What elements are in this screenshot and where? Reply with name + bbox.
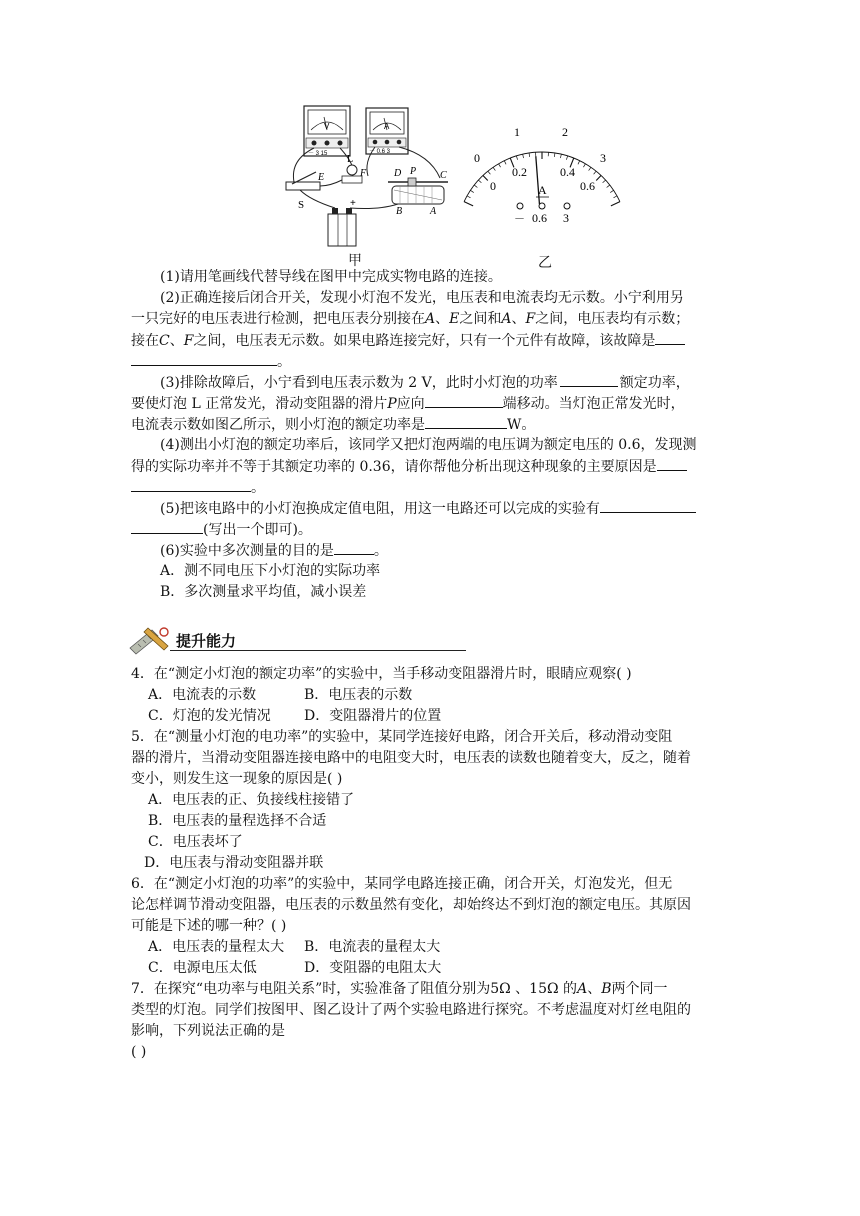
q3-sub6: (6)实验中多次测量的目的是 。 [160, 540, 388, 561]
dial-tick [610, 190, 613, 192]
dial-tick [566, 156, 567, 160]
dial-tick [611, 202, 620, 206]
section-title: 提升能力 [176, 632, 237, 650]
dial-tick [478, 180, 481, 183]
q5-stem-line3: 变小，则发生这一现象的原因是( ) [131, 771, 343, 787]
voltmeter-icon [304, 106, 350, 156]
ammeter-terminals: － 0.6 3 [369, 149, 391, 155]
switch-icon [286, 172, 320, 190]
point-C: C [440, 170, 447, 181]
answer-blank-fault-b[interactable] [131, 351, 277, 366]
dial-top-3: 3 [600, 151, 606, 165]
dial-tick [470, 190, 473, 192]
q3-sub2-line1: (2)正确连接后闭合开关，发现小灯泡不发光，电压表和电流表均无示数。小宁利用另 [160, 290, 684, 306]
answer-blank-slider-direction[interactable] [425, 393, 503, 408]
dial-tick [499, 164, 501, 167]
dial-bottom-1: 0.2 [512, 165, 527, 179]
point-B: B [396, 206, 403, 217]
dial-tick [488, 171, 491, 174]
dial-bottom-0: 0 [490, 179, 496, 193]
dial-tick [596, 175, 601, 180]
q3-sub4-line1: (4)测出小灯泡的额定功率后，该同学又把灯泡两端的电压调为额定电压的 0.6，发现测 [160, 437, 697, 453]
q3-sub3-line1: (3)排除故障后，小宁看到电压表示数为 2 V，此时小灯泡的功率 额定功率， [160, 372, 690, 393]
answer-blank-rated-power[interactable] [425, 414, 507, 429]
answer-blank-experiment-a[interactable] [600, 498, 696, 513]
q3-sub3-line3: 电流表示数如图乙所示，则小灯泡的额定功率是 W。 [131, 414, 535, 435]
dial-terminal-0-6: 0.6 [532, 211, 547, 225]
q5-stem-line1: 5．在“测量小灯泡的电功率”的实验中，某同学连接好电路，闭合开关后，移动滑动变阻 [131, 729, 673, 745]
voltmeter-label: V [324, 122, 330, 131]
q5-option-c[interactable]: C．电压表坏了 [148, 834, 243, 850]
dial-tick [583, 164, 585, 167]
dial-tick [578, 161, 580, 165]
point-E: E [318, 172, 325, 183]
answer-blank-reason-b[interactable] [131, 477, 251, 492]
dial-bottom-2: 0.4 [560, 165, 575, 179]
q3-sub3-line2: 要使灯泡 L 正常发光，滑动变阻器的滑片P应向 端移动。当灯泡正常发光时， [131, 393, 685, 414]
dial-tick [493, 167, 495, 170]
battery-plus-label: + [350, 198, 356, 209]
dial-scale-ticks [464, 152, 620, 206]
q3-sub4-line2: 得的实际功率并不等于其额定功率的 0.36，请你帮他分析出现这种现象的主要原因是 [131, 456, 687, 477]
q3-sub6-option-a[interactable]: A．测不同电压下小灯泡的实际功率 [160, 563, 381, 579]
point-A: A [430, 206, 437, 217]
section-divider [170, 650, 466, 651]
q5-option-b[interactable]: B．电压表的量程选择不合适 [148, 813, 327, 829]
q6-stem-line3: 可能是下述的哪一种？( ) [131, 918, 287, 934]
dial-tick [594, 171, 597, 174]
answer-blank-purpose[interactable] [334, 540, 374, 555]
dial-top-2: 2 [562, 125, 568, 139]
q4-option-d[interactable]: D．变阻器滑片的位置 [304, 708, 442, 724]
dial-tick [504, 161, 506, 165]
q4-option-b[interactable]: B．电压表的示数 [304, 687, 413, 703]
q3-sub1: (1)请用笔画线代替导线在图甲中完成实物电路的连接。 [160, 269, 502, 285]
point-D: D [394, 168, 402, 179]
battery-icon [328, 208, 356, 246]
dial-tick [560, 154, 561, 158]
ammeter-label: A [384, 122, 390, 131]
dial-tick [589, 167, 591, 170]
q6-stem-line2: 论怎样调节滑动变阻器，电压表的示数虽然有变化，却始终达不到灯泡的额定电压。其原因 [131, 897, 691, 913]
figure-label-yi: 乙 [538, 255, 552, 271]
dial-tick [483, 175, 488, 180]
figure-label-jia: 甲 [348, 253, 362, 269]
answer-blank-reason-a[interactable] [657, 456, 687, 471]
q5-option-a[interactable]: A．电压表的正、负接线柱接错了 [148, 792, 355, 808]
point-P: P [410, 166, 417, 177]
q6-option-d[interactable]: D．变阻器的电阻太大 [304, 960, 442, 976]
q4-option-c[interactable]: C．灯泡的发光情况 [148, 708, 271, 724]
q7-answer-bracket: ( ) [131, 1044, 147, 1060]
q3-sub2-line2: 一只完好的电压表进行检测，把电压表分别接在A、E之间和A、F之间，电压表均有示数； [131, 311, 690, 327]
lamp-icon [342, 165, 362, 183]
dial-top-1: 1 [514, 125, 520, 139]
voltmeter-terminals: － 3 15 [308, 151, 328, 157]
lamp-label: L [347, 154, 354, 165]
q6-option-b[interactable]: B．电流表的量程太大 [304, 939, 441, 955]
dial-tick [603, 180, 606, 183]
dial-terminal-3: 3 [563, 211, 569, 225]
q3-sub6-option-b[interactable]: B．多次测量求平均值，减小误差 [160, 584, 367, 600]
dial-tick [529, 153, 530, 157]
q6-stem-line1: 6．在“测定小灯泡的功率”的实验中，某同学电路连接正确，闭合开关，灯泡发光，但无 [131, 876, 673, 892]
q7-stem-line1: 7．在探究“电功率与电阻关系”时，实验准备了阻值分别为5Ω 、15Ω 的A、B两个同一 [131, 981, 668, 997]
dial-tick [613, 196, 616, 198]
circuit-figure-jia [280, 100, 470, 250]
dial-tick [474, 185, 477, 187]
ammeter-dial-figure-yi [476, 120, 626, 230]
q3-sub4-line3: 。 [131, 477, 265, 498]
dial-tick [516, 156, 517, 160]
dial-tick [607, 185, 610, 187]
q3-sub2-line3: 接在C、F之间，电压表无示数。如果电路连接完好，只有一个元件有故障，该故障是 [131, 330, 685, 351]
dial-bottom-3: 0.6 [580, 179, 595, 193]
answer-blank-experiment-b[interactable] [131, 519, 203, 534]
dial-tick [523, 154, 524, 158]
switch-label: S [298, 199, 305, 211]
q5-option-d[interactable]: D．电压表与滑动变阻器并联 [144, 855, 324, 871]
ammeter-icon [366, 108, 408, 154]
q6-option-c[interactable]: C．电源电压太低 [148, 960, 257, 976]
dial-tick [554, 153, 555, 157]
dial-unit: A [538, 183, 547, 197]
q7-stem-line2: 类型的灯泡。同学们按图甲、图乙设计了两个实验电路进行探究。不考虑温度对灯丝电阻的 [131, 1002, 691, 1018]
point-F: F [360, 168, 367, 179]
dial-terminal-minus: － [514, 213, 525, 225]
ruler-pencil-icon [128, 626, 174, 654]
q3-sub2-line4: 。 [131, 351, 291, 372]
answer-blank-fault-a[interactable] [655, 330, 685, 345]
q3-sub5-line1: (5)把该电路中的小灯泡换成定值电阻，用这一电路还可以完成的实验有 [160, 498, 696, 519]
q5-stem-line2: 器的滑片，当滑动变阻器连接电路中的电阻变大时，电压表的读数也随着变大，反之，随着 [131, 750, 691, 766]
q4-option-a[interactable]: A．电流表的示数 [148, 687, 257, 703]
q6-option-a[interactable]: A．电压表的量程太大 [148, 939, 285, 955]
answer-blank-power-compare[interactable] [560, 372, 618, 387]
dial-top-0: 0 [474, 151, 480, 165]
q7-stem-line3: 影响，下列说法正确的是 [131, 1023, 285, 1039]
rheostat-icon [388, 178, 448, 204]
q4-stem: 4．在“测定小灯泡的额定功率”的实验中，当手移动变阻器滑片时，眼睛应观察( ) [131, 666, 632, 682]
q3-sub5-line2: (写出一个即可)。 [131, 519, 312, 540]
